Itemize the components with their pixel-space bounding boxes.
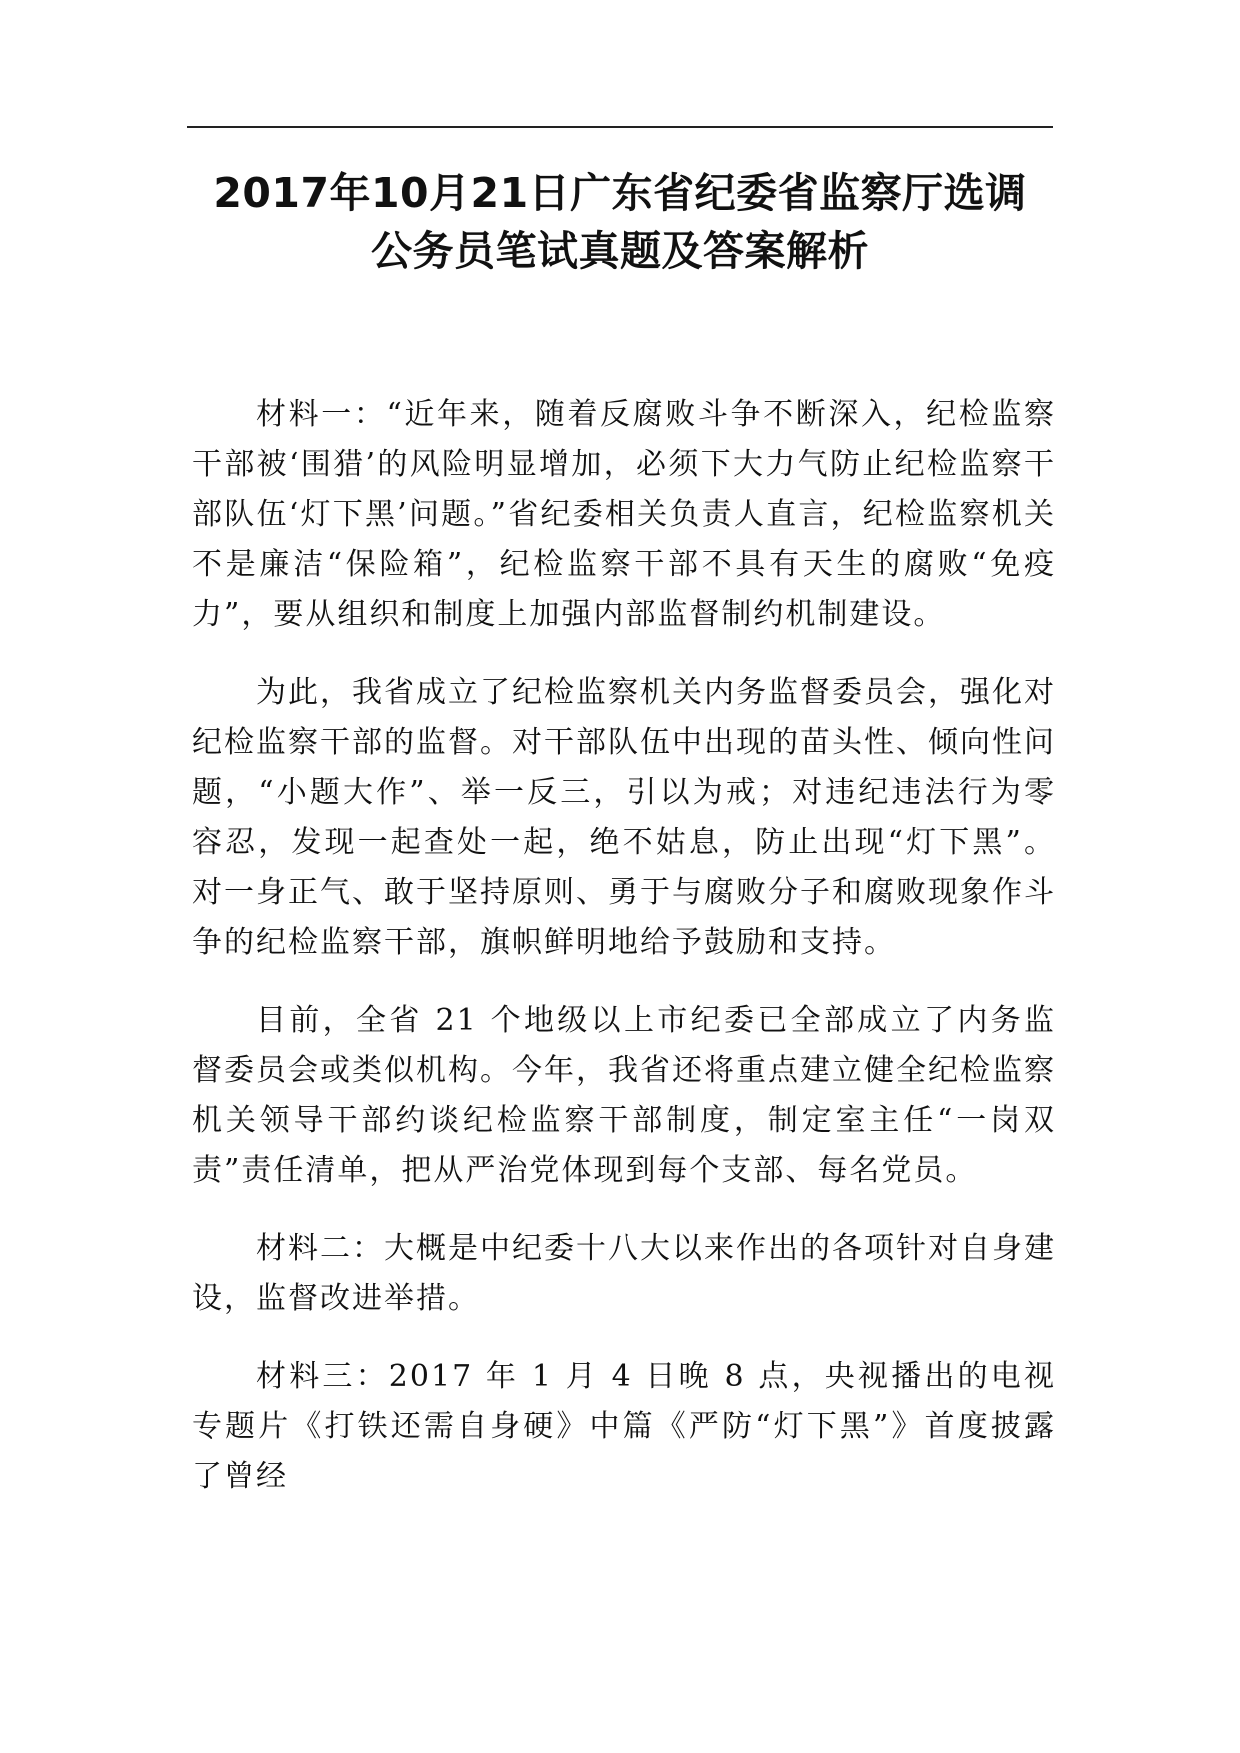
paragraph-material-3: 材料三：2017 年 1 月 4 日晚 8 点，央视播出的电视专题片《打铁还需自身硬》中篇《严防“灯下黑”》首度披露了曾经 <box>192 1359 1056 1494</box>
document-body <box>192 390 1056 1530</box>
header-rule <box>187 126 1053 128</box>
title-line-1: 2017年10月21日广东省纪委省监察厅选调 <box>213 169 1027 217</box>
paragraph-measures: 为此，我省成立了纪检监察机关内务监督委员会，强化对纪检监察干部的监督。对干部队伍中出现的苗头性、倾向性问题，“小题大作”、举一反三，引以为戒；对违纪违法行为零容忍，发现一起查处一起，绝不姑息，防止出现“灯下黑”。对一身正气、敢于坚持原则、勇于与腐败分子和腐败现象作斗争的纪检监察干部，旗帜鲜明地给予鼓励和支持。 <box>192 675 1056 960</box>
paragraph-current-status: 目前，全省 21 个地级以上市纪委已全部成立了内务监督委员会或类似机构。今年，我省还将重点建立健全纪检监察机关领导干部约谈纪检监察干部制度，制定室主任“一岗双责”责任清单，把从严治党体现到每个支部、每名党员。 <box>192 1003 1056 1188</box>
document-title <box>140 164 1100 280</box>
paragraph-material-2: 材料二：大概是中纪委十八大以来作出的各项针对自身建设，监督改进举措。 <box>192 1231 1056 1316</box>
title-line-2: 公务员笔试真题及答案解析 <box>371 227 869 275</box>
paragraph-material-1: 材料一：“近年来，随着反腐败斗争不断深入，纪检监察干部被‘围猎’的风险明显增加，必须下大力气防止纪检监察干部队伍‘灯下黑’问题。”省纪委相关负责人直言，纪检监察机关不是廉洁“保险箱”，纪检监察干部不具有天生的腐败“免疫力”，要从组织和制度上加强内部监督制约机制建设。 <box>192 397 1056 632</box>
